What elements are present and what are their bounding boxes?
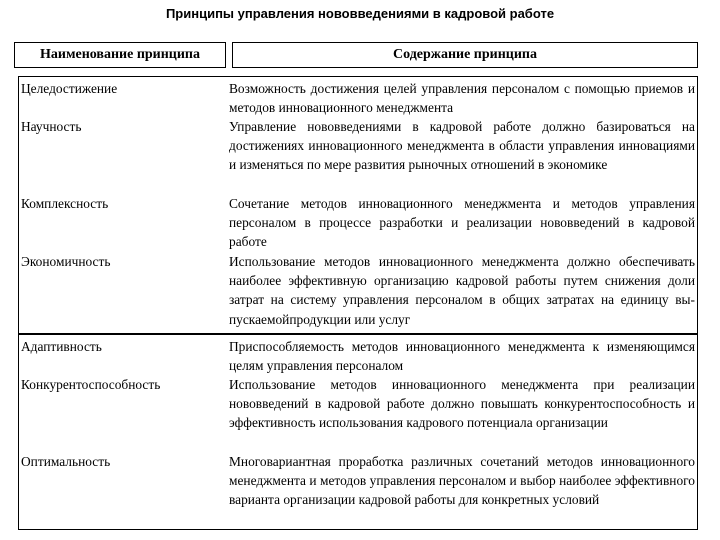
principle-content: Использование методов инновационного менеджмента при реализации нововведений в кадровой работе должно повышать конкурентоспособность и эффективность использования кадрового потенциала организации bbox=[229, 377, 695, 431]
principle-name: Научность bbox=[21, 119, 82, 134]
principle-content: Сочетание методов инновационного менеджмента и методов управления персоналом в процессе разработки и реализации нововведений в кадровой работе bbox=[229, 196, 695, 250]
principle-content: Управление нововведениями в кадровой работе должно базироваться на достижениях инновационного менеджмента в области управления инновациями и изменяться по мере развития рыночных отношений в экономике bbox=[229, 119, 695, 173]
table-body-part-1 bbox=[18, 76, 698, 334]
header-principle-name: Наименование принципа bbox=[14, 42, 226, 68]
principle-name: Конкурентоспособность bbox=[21, 377, 161, 392]
principle-name: Экономичность bbox=[21, 254, 111, 269]
principle-content: Многовариантная проработка различных сочетаний методов инновационного менеджмента и методов управления персоналом и выбор наиболее эффективного варианта организации кадровой работы для конкретных условий bbox=[229, 454, 695, 508]
principle-content: Использование методов инновационного менеджмента должно обеспечивать наиболее эффективную организацию кадровой работы путем снижения доли затрат на систему управления персоналом в общих затратах на единицу вы-пускаемойпродукции или услуг bbox=[229, 254, 695, 327]
principle-name: Оптимальность bbox=[21, 454, 111, 469]
principle-name: Целедостижение bbox=[21, 81, 118, 96]
principle-name: Адаптивность bbox=[21, 339, 102, 354]
principle-name: Комплексность bbox=[21, 196, 109, 211]
header-principle-content: Содержание принципа bbox=[232, 42, 698, 68]
table-header bbox=[14, 42, 698, 68]
document-title: Принципы управления нововведениями в кадровой работе bbox=[165, 6, 555, 21]
table-body-part-2 bbox=[18, 334, 698, 530]
principle-content: Возможность достижения целей управления персоналом с помощью приемов и методов инновационного менеджмента bbox=[229, 81, 695, 116]
principle-content: Приспособляемость методов инновационного менеджмента к изменяющимся целям управления персоналом bbox=[229, 339, 695, 374]
